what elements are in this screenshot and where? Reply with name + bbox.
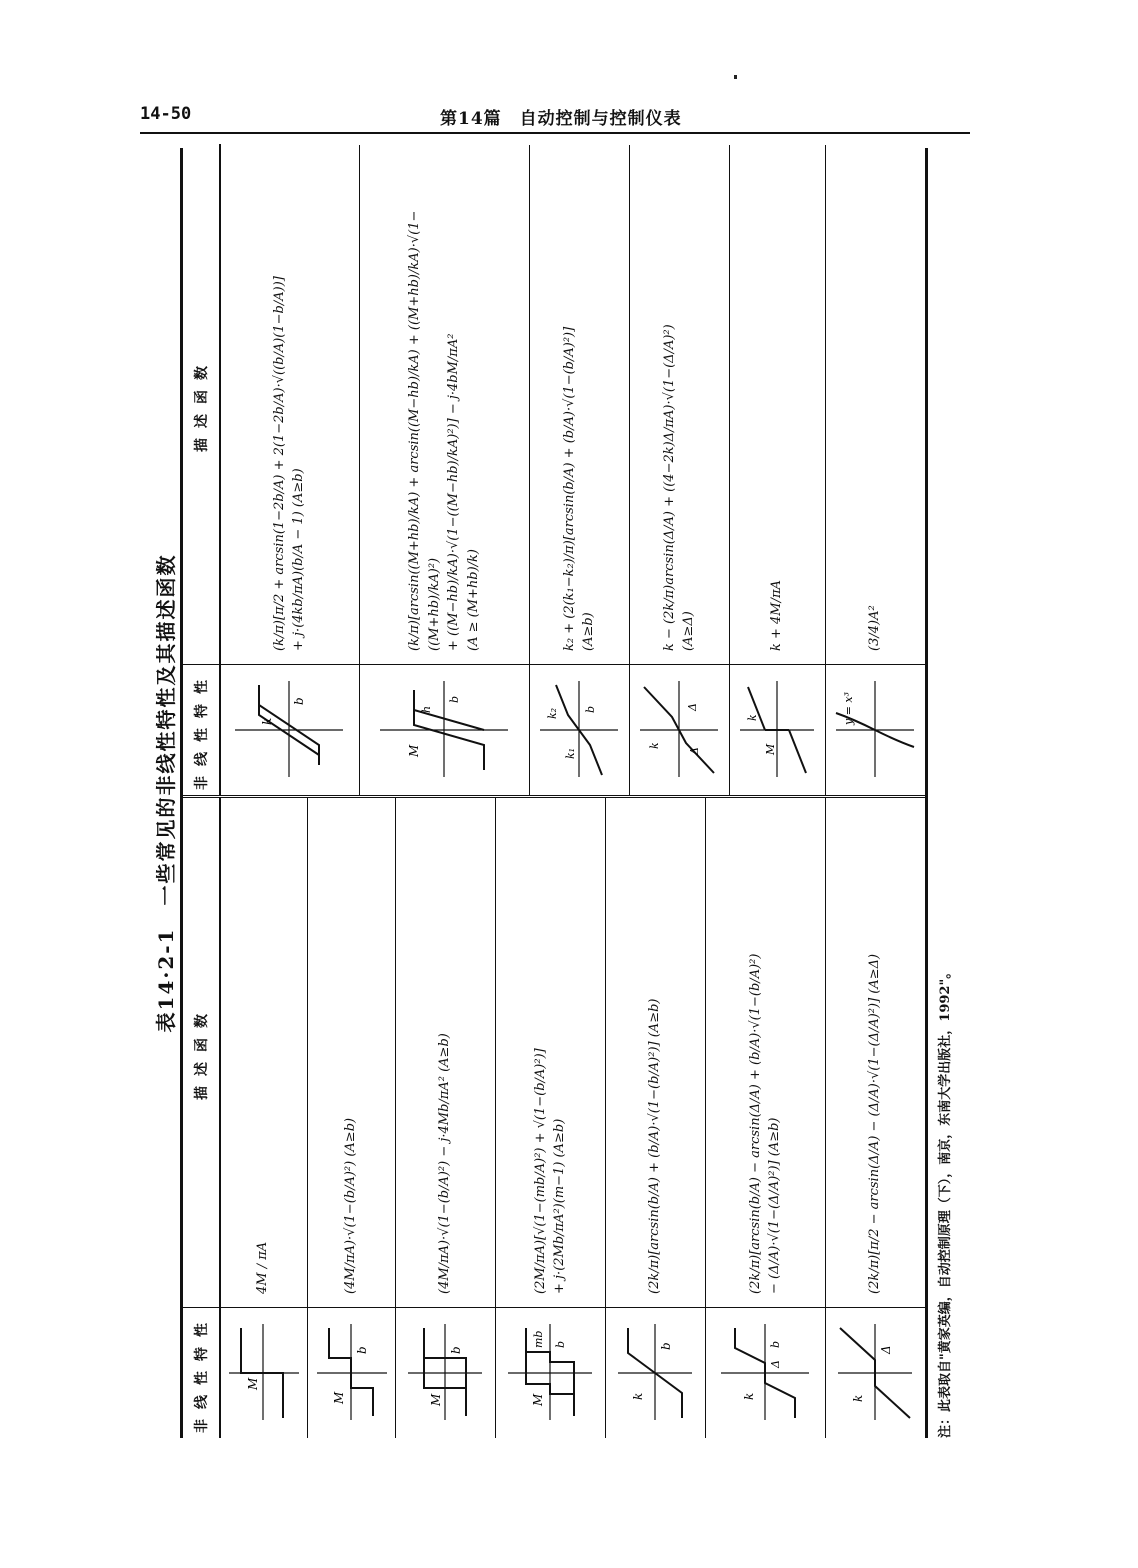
piecewise-linear-graph	[534, 675, 624, 785]
graph-label: Δ	[686, 703, 699, 711]
graph-label: Δ	[688, 747, 701, 755]
hysteresis-relay-graph	[402, 1318, 488, 1428]
table-row	[529, 145, 630, 795]
characteristic-cell	[219, 664, 359, 795]
characteristics-table	[180, 148, 928, 1438]
table-row	[359, 145, 530, 795]
header-rule	[140, 132, 970, 134]
dead-zone-graph	[832, 1318, 918, 1428]
table-row	[219, 145, 360, 795]
table-note: 注：此表取自"黄家英编，自动控制原理（下），南京，东南大学出版社，1992"。	[938, 965, 953, 1438]
page-number: 14-50	[140, 104, 192, 124]
formula-cell: (4M/πA)·√(1−(b/A)²) − j·4Mb/πA² (A≥b)	[437, 1033, 453, 1294]
characteristic-cell	[219, 1307, 307, 1438]
formula-cell: k + 4M/πA	[769, 580, 785, 651]
graph-label: h	[420, 705, 433, 713]
formula-cell: k − (2k/π)arcsin(Δ/A) + ((4−2k)Δ/πA)·√(1−(Δ/A)²) (A≥Δ)	[661, 324, 696, 651]
table-row	[825, 145, 925, 795]
table-row	[629, 145, 730, 795]
characteristic-cell	[629, 664, 729, 795]
table-row	[219, 798, 308, 1438]
hysteresis-slope-graph	[374, 675, 514, 785]
graph-label: y = x³	[842, 691, 855, 725]
graph-label: mb	[532, 1330, 545, 1348]
graph-label: b	[769, 1340, 782, 1348]
characteristic-cell	[825, 1307, 925, 1438]
graph-label: k	[746, 714, 759, 721]
col-header-function: 描述函数	[183, 797, 221, 1308]
graph-label: b	[355, 1346, 369, 1354]
characteristic-cell	[359, 664, 529, 795]
graph-label: M	[429, 1393, 443, 1406]
formula-cell: (2M/πA)[√(1−(mb/A)²) + √(1−(b/A)²)] + j·(2Mb/πA²)(m−1) (A≥b)	[532, 1048, 567, 1294]
graph-label: k	[260, 717, 274, 725]
running-title: 第14篇 自动控制与控制仪表	[440, 109, 682, 129]
formula-cell: (2k/π)[arcsin(b/A) − arcsin(Δ/A) + (b/A)·√(1−(b/A)²) − (Δ/A)·√(1−(Δ/A)²)] (A≥b)	[747, 953, 782, 1294]
col-header-function: 描述函数	[183, 144, 221, 665]
graph-label: M	[332, 1391, 346, 1404]
table-row	[307, 798, 396, 1438]
graph-label: b	[554, 1340, 567, 1348]
dead-zone-saturation-graph	[715, 1318, 815, 1428]
offset-slope-graph	[634, 675, 724, 785]
formula-cell: 4M / πA	[255, 1241, 271, 1294]
rotated-table-block	[150, 148, 965, 1438]
characteristic-cell	[605, 1307, 705, 1438]
formula-cell: (2k/π)[π/2 − arcsin(Δ/A) − (Δ/A)·√(1−(Δ/A)²)] (A≥Δ)	[867, 953, 883, 1294]
characteristic-cell	[307, 1307, 395, 1438]
table-row	[705, 798, 826, 1438]
formula-cell: (4M/πA)·√(1−(b/A)²) (A≥b)	[343, 1117, 359, 1294]
characteristic-cell	[825, 664, 925, 795]
graph-label: Δ	[769, 1360, 782, 1368]
ideal-relay-graph	[223, 1318, 303, 1428]
graph-label: b	[449, 1346, 463, 1354]
formula-cell: (2k/π)[arcsin(b/A) + (b/A)·√(1−(b/A)²)] (A≥b)	[647, 998, 663, 1294]
graph-label: k₁	[564, 747, 577, 759]
graph-label: M	[407, 744, 421, 757]
graph-label: k₂	[546, 707, 559, 719]
formula-cell: (3/4)A²	[867, 605, 883, 651]
characteristic-cell	[529, 664, 629, 795]
graph-label: M	[246, 1377, 260, 1390]
graph-label: b	[292, 697, 306, 705]
graph-label: k	[851, 1394, 865, 1402]
characteristic-cell	[495, 1307, 605, 1438]
formula-cell: (k/π)[π/2 + arcsin(1−2b/A) + 2(1−2b/A)·√((b/A)(1−b/A))] + j·(4kb/πA)(b/A − 1) (A≥b)	[271, 276, 306, 651]
characteristic-cell	[729, 664, 825, 795]
graph-label: M	[531, 1393, 545, 1406]
table-row	[605, 798, 706, 1438]
graph-label: Δ	[879, 1345, 893, 1354]
col-header-characteristic: 非线性特性	[183, 1308, 221, 1438]
cubic-graph	[830, 675, 920, 785]
table-left-half	[183, 798, 925, 1438]
relay-plus-linear-graph	[734, 675, 820, 785]
scan-speck	[734, 75, 737, 79]
table-row	[825, 798, 925, 1438]
hysteresis-dead-zone-graph	[502, 1318, 598, 1428]
graph-label: M	[764, 743, 777, 755]
graph-label: b	[659, 1342, 673, 1350]
graph-label: k	[648, 742, 661, 749]
graph-label: k	[631, 1392, 645, 1400]
graph-label: k	[742, 1392, 756, 1400]
saturation-graph	[612, 1318, 698, 1428]
characteristic-cell	[395, 1307, 495, 1438]
graph-label: b	[448, 695, 461, 703]
col-header-characteristic: 非线性特性	[183, 665, 221, 795]
relay-dead-zone-graph	[311, 1318, 391, 1428]
backlash-graph	[229, 675, 349, 785]
graph-label: b	[584, 705, 597, 713]
table-row	[395, 798, 496, 1438]
table-row	[495, 798, 606, 1438]
formula-cell: (k/π)[arcsin((M+hb)/kA) + arcsin((M−hb)/kA) + ((M+hb)/kA)·√(1−((M+hb)/kA)²) + ((M−hb)/kA)·√(1−((M−hb)/kA)²)] − j·4bM/πA² (A ≥ (M+hb)/k)	[407, 210, 481, 651]
table-right-half	[183, 145, 925, 798]
table-row	[729, 145, 826, 795]
characteristic-cell	[705, 1307, 825, 1438]
formula-cell: k₂ + (2(k₁−k₂)/π)[arcsin(b/A) + (b/A)·√(1−(b/A)²)] (A≥b)	[561, 326, 596, 651]
table-title: 表14·2-1 一些常见的非线性特性及其描述函数	[154, 553, 178, 1033]
